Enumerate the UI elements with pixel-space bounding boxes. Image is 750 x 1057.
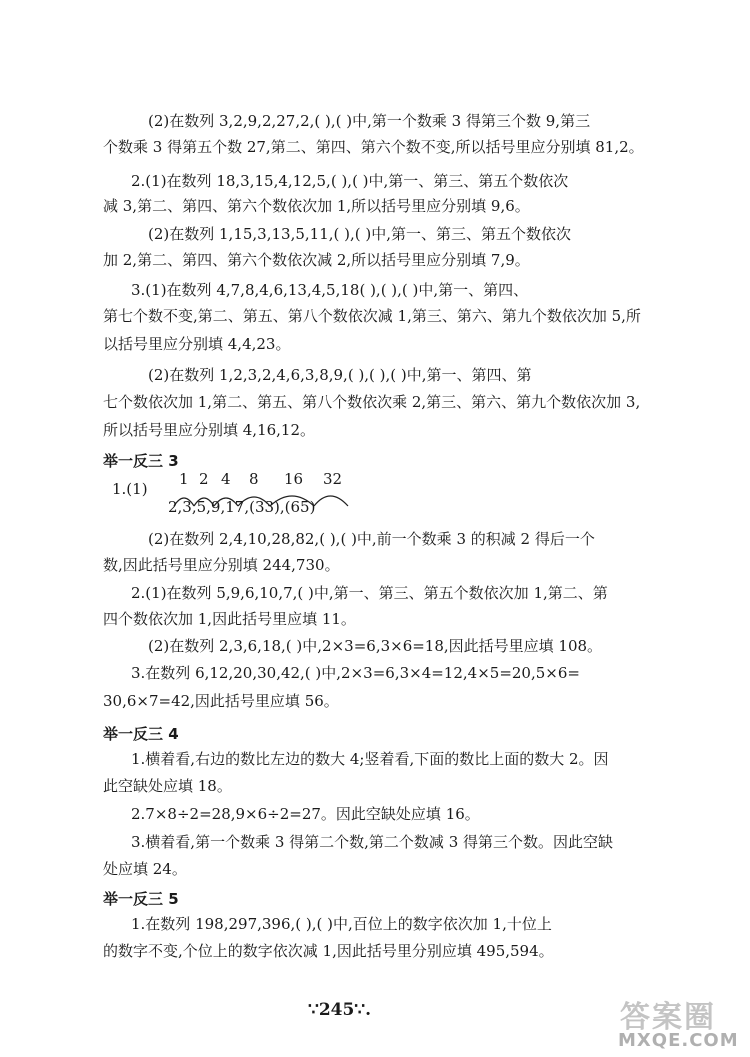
diff-6: 32 (323, 470, 343, 488)
watermark-bottom: MXQE.COM (618, 1030, 739, 1051)
line: 以括号里应分别填 4,4,23。 (103, 335, 291, 353)
line: (2)在数列 1,15,3,13,5,11,( ),( )中,第一、第三、第五个数依次 (148, 225, 571, 243)
line: 此空缺处应填 18。 (103, 777, 232, 795)
line: (2)在数列 3,2,9,2,27,2,( ),( )中,第一个数乘 3 得第三个数 9,第三 (148, 112, 591, 130)
line: 个数乘 3 得第五个数 27,第二、第四、第六个数不变,所以括号里应分别填 81,2。 (103, 138, 644, 156)
page-number: ∵245∵. (308, 1000, 372, 1020)
sequence: 2,3,5,9,17,(33),(65) (168, 498, 316, 516)
line: 所以括号里应分别填 4,16,12。 (103, 421, 316, 439)
paragraph-9 (103, 664, 641, 682)
line: 2.(1)在数列 5,9,6,10,7,( )中,第一、第三、第五个数依次加 1,第二、第 (131, 584, 608, 602)
diagram-label: 1.(1) (112, 480, 148, 498)
section-heading-3: 举一反三 3 (103, 452, 179, 470)
line: 第七个数不变,第二、第五、第八个数依次减 1,第三、第六、第九个数依次加 5,所 (103, 307, 641, 325)
difference-diagram (168, 470, 428, 526)
paragraph-6 (103, 530, 641, 548)
line: 七个数依次加 1,第二、第五、第八个数依次乘 2,第三、第六、第九个数依次加 3, (103, 393, 641, 411)
line: 30,6×7=42,因此括号里应填 56。 (103, 692, 339, 710)
line: 2.(1)在数列 18,3,15,4,12,5,( ),( )中,第一、第三、第五个数依次 (131, 172, 569, 190)
paragraph-2-cont (103, 197, 641, 215)
paragraph-12-cont (103, 860, 641, 878)
line: 数,因此括号里应分别填 244,730。 (103, 556, 340, 574)
paragraph-13-cont (103, 942, 641, 960)
paragraph-1-cont (103, 138, 644, 156)
line: (2)在数列 2,3,6,18,( )中,2×3=6,3×6=18,因此括号里应填 108。 (148, 637, 603, 655)
line: 处应填 24。 (103, 860, 187, 878)
paragraph-5-cont2 (103, 421, 641, 439)
paragraph-7-cont (103, 610, 641, 628)
paragraph-10 (103, 750, 641, 768)
section-heading-4: 举一反三 4 (103, 725, 179, 743)
paragraph-4-cont (103, 307, 641, 325)
paragraph-5-cont (103, 393, 641, 411)
diff-1: 1 (179, 470, 189, 488)
paragraph-3 (103, 225, 641, 243)
diff-5: 16 (284, 470, 304, 488)
line: 减 3,第二、第四、第六个数依次加 1,所以括号里应分别填 9,6。 (103, 197, 530, 215)
line: 1.在数列 198,297,396,( ),( )中,百位上的数字依次加 1,十位上 (131, 915, 552, 933)
line: (2)在数列 1,2,3,2,4,6,3,8,9,( ),( ),( )中,第一、第四、第 (148, 366, 532, 384)
line: (2)在数列 2,4,10,28,82,( ),( )中,前一个数乘 3 的积减 2 得后一个 (148, 530, 595, 548)
watermark-logo (612, 990, 744, 1054)
paragraph-11 (103, 805, 641, 823)
paragraph-8 (103, 637, 641, 655)
line: 3.(1)在数列 4,7,8,4,6,13,4,5,18( ),( ),( )中,第一、第四、 (131, 281, 529, 299)
section-heading-5: 举一反三 5 (103, 890, 179, 908)
paragraph-4-cont2 (103, 335, 641, 353)
paragraph-13 (103, 915, 641, 933)
paragraph-12 (103, 833, 641, 851)
diff-3: 4 (221, 470, 231, 488)
paragraph-3-cont (103, 251, 641, 269)
line: 3.在数列 6,12,20,30,42,( )中,2×3=6,3×4=12,4×5=20,5×6= (131, 664, 580, 682)
paragraph-9-cont (103, 692, 641, 710)
line: 2.7×8÷2=28,9×6÷2=27。因此空缺处应填 16。 (131, 805, 480, 823)
line: 加 2,第二、第四、第六个数依次减 2,所以括号里应分别填 7,9。 (103, 251, 530, 269)
watermark-top: 答案圈 (620, 1000, 716, 1035)
diff-4: 8 (249, 470, 259, 488)
line: 1.横着看,右边的数比左边的数大 4;竖着看,下面的数比上面的数大 2。因 (131, 750, 609, 768)
line: 四个数依次加 1,因此括号里应填 11。 (103, 610, 356, 628)
line: 的数字不变,个位上的数字依次减 1,因此括号里分别应填 495,594。 (103, 942, 554, 960)
paragraph-1 (103, 112, 641, 130)
paragraph-2 (103, 172, 641, 190)
paragraph-10-cont (103, 777, 641, 795)
diff-2: 2 (199, 470, 209, 488)
paragraph-4 (103, 281, 641, 299)
paragraph-7 (103, 584, 641, 602)
line: 3.横着看,第一个数乘 3 得第二个数,第二个数减 3 得第三个数。因此空缺 (131, 833, 614, 851)
paragraph-5 (103, 366, 641, 384)
paragraph-6-cont (103, 556, 641, 574)
